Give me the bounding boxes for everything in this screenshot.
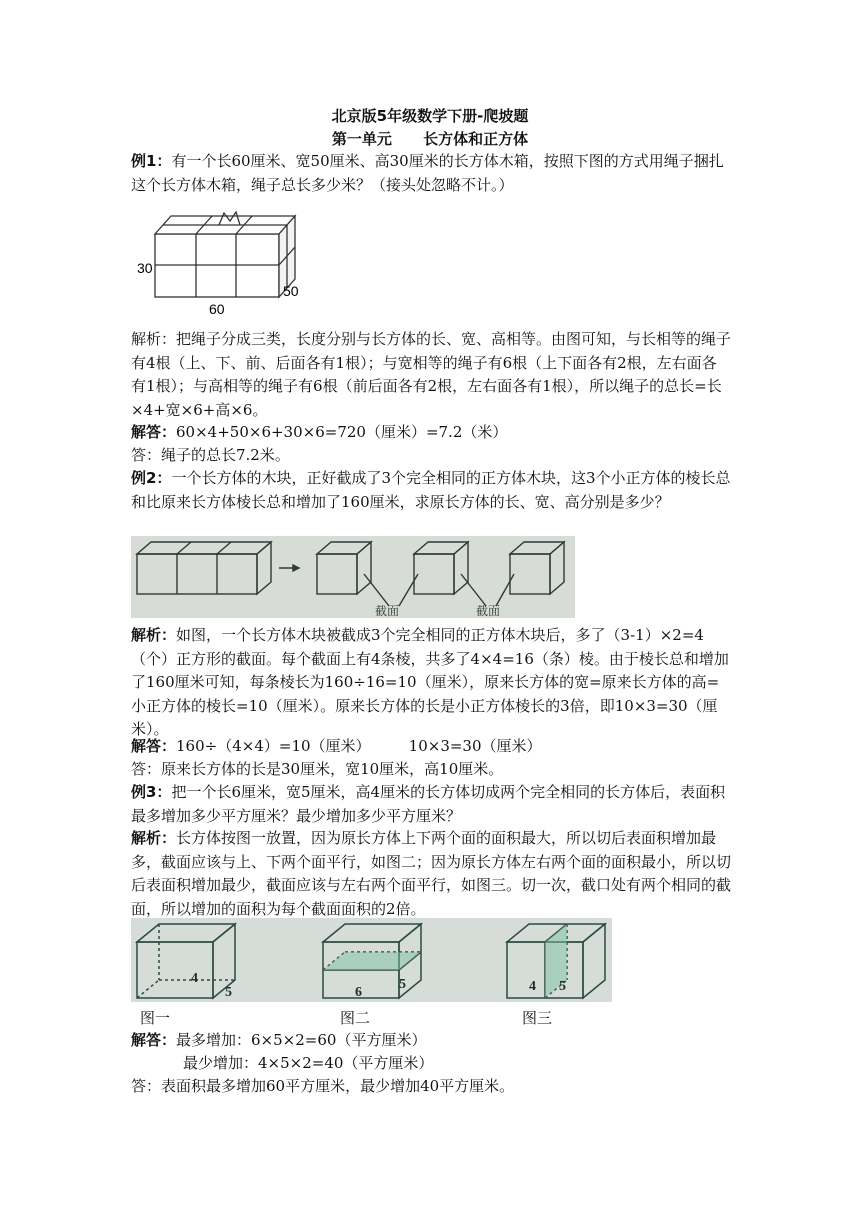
ex3-fig3-label-5: 5 (559, 979, 566, 994)
ex1-label: 例1： (131, 152, 172, 170)
ex1-label-30: 30 (137, 260, 153, 276)
ex3-fig3-label-4: 4 (529, 979, 536, 994)
ex1-question-text: 有一个长60厘米、宽50厘米、高30厘米的长方体木箱，按照下图的方式用绳子捆扎这个长方体木箱，绳子总长多少米？（接头处忽略不计。） (131, 152, 724, 194)
ex3-caption-2: 图二 (340, 1009, 371, 1027)
ex2-cut-label-2: 截面 (476, 604, 501, 618)
ex3-fig2-label-6: 6 (355, 985, 362, 1000)
ex3-fig1-label-4: 4 (191, 971, 198, 986)
ex3-question (131, 781, 731, 828)
ex3-answer-min: 最少增加：4×5×2=40（平方厘米） (183, 1054, 434, 1072)
ex3-final: 答：表面积最多增加60平方厘米，最少增加40平方厘米。 (131, 1077, 515, 1095)
ex3-answer-label: 解答： (131, 1031, 177, 1049)
ex3-fig1-label-5: 5 (225, 985, 232, 1000)
ex3-analysis (131, 827, 731, 921)
ex3-caption-1: 图一 (140, 1009, 171, 1027)
ex2-cube-figure (131, 536, 575, 618)
ex1-answer-text: 60×4+50×6+30×6=720（厘米）=7.2（米） (176, 423, 508, 441)
ex3-cuboid-figure (131, 918, 612, 1002)
ex2-answer-text: 160÷（4×4）=10（厘米） 10×3=30（厘米） (176, 737, 542, 755)
ex1-question (131, 150, 731, 197)
ex1-label-60: 60 (209, 301, 225, 317)
ex2-analysis-text: 如图，一个长方体木块被截成3个完全相同的正方体木块后，多了（3-1）×2=4（个）正方形的截面。每个截面上有4条棱，共多了4×4=16（条）棱。由于棱长总和增加了160厘米可知，每条棱长为160÷16=10（厘米），原来长方体的宽=原来长方体的高=小正方体的棱长=10（厘米）。原来长方体的长是小正方体棱长的3倍，即10×3=30（厘米）。 (131, 626, 729, 738)
ex1-box-figure (131, 206, 311, 318)
ex2-label: 例2： (131, 469, 172, 487)
ex1-final: 答：绳子的总长7.2米。 (131, 446, 290, 464)
ex1-analysis: 解析：把绳子分成三类，长度分别与长方体的长、宽、高相等。由图可知，与长相等的绳子有4根（上、下、前、后面各有1根）；与宽相等的绳子有6根（上下面各有2根，左右面各有1根）；与高相等的绳子有6根（前后面各有2根，左右面各有1根），所以绳子的总长=长×4+宽×6+高×6。 (131, 330, 732, 419)
ex3-question-text: 把一个长6厘米，宽5厘米，高4厘米的长方体切成两个完全相同的长方体后，表面积最多增加多少平方厘米？最少增加多少平方厘米？ (131, 783, 726, 825)
ex3-answer-max-text: 最多增加：6×5×2=60（平方厘米） (176, 1031, 427, 1049)
ex2-analysis (131, 624, 731, 742)
ex2-analysis-label: 解析： (131, 626, 177, 644)
doc-title: 北京版5年级数学下册-爬坡题 (331, 107, 529, 125)
ex3-fig2-label-5: 5 (399, 977, 406, 992)
ex2-answer-label: 解答： (131, 737, 177, 755)
ex3-answer-max (131, 1029, 731, 1053)
ex1-label-50: 50 (283, 283, 299, 299)
ex1-answer-label: 解答： (131, 423, 177, 441)
doc-subtitle: 第一单元 长方体和正方体 (331, 130, 529, 148)
ex2-final: 答：原来长方体的长是30厘米，宽10厘米，高10厘米。 (131, 760, 504, 778)
ex3-analysis-text: 长方体按图一放置，因为原长方体上下两个面的面积最大，所以切后表面积增加最多，截面应该与上、下两个面平行，如图二；因为原长方体左右两个面的面积最小，所以切后表面积增加最少，截面应该与左右两个面平行，如图三。切一次，截口处有两个相同的截面，所以增加的面积为每个截面面积的2倍。 (131, 829, 732, 918)
ex2-answer (131, 735, 731, 759)
ex2-question (131, 467, 731, 514)
ex1-answer (131, 421, 731, 445)
ex3-label: 例3： (131, 783, 172, 801)
ex3-caption-3: 图三 (522, 1009, 553, 1027)
ex2-cut-label-1: 截面 (375, 604, 400, 618)
ex2-question-text: 一个长方体的木块，正好截成了3个完全相同的正方体木块，这3个小正方体的棱长总和比原来长方体棱长总和增加了160厘米，求原长方体的长、宽、高分别是多少？ (131, 469, 731, 511)
ex3-analysis-label: 解析： (131, 829, 177, 847)
